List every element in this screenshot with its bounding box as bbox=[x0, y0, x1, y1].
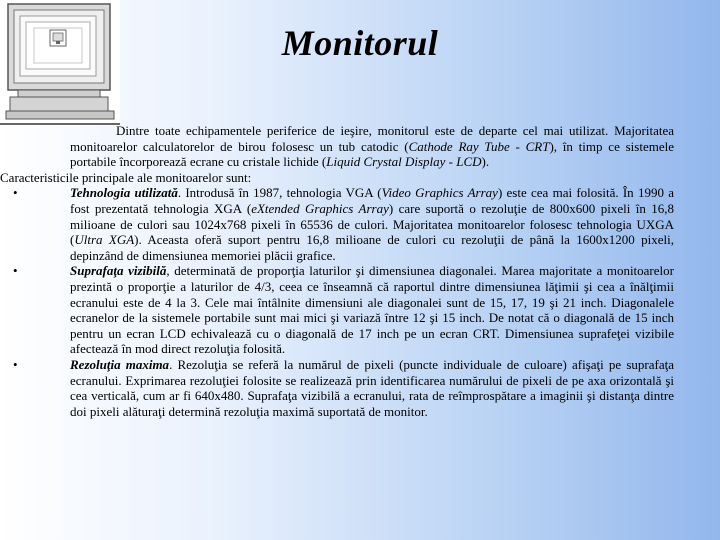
feature-text: , determinată de proporţia laturilor şi dimensiunea diagonalei. Marea majoritate a monitoarelor prezintă o proporţie a laturilor de 4/3, ceea ce înseamnă că raportul dintre dimensiunea lăţimii şi cea a înălţimii ecranului este de 4 la 3. Cele mai întâlnite dimensiuni ale diagonalei sunt de 15, 17, 19 şi 21 inch. Diagonalele ecranelor de la sistemele portabile sunt mai mici şi variază între 12 şi 15 inch. De notat că o diagonală de 15 inch pentru un ecran LCD echivalează cu o diagonală de 17 inch pe un ecran CRT. Dimensiunea suprafeţei vizibile afectează în mod direct rezoluţia folosită. bbox=[70, 263, 674, 357]
feature-text: . Rezoluţia se referă la numărul de pixeli (puncte individuale de culoare) afişaţi pe suprafaţa ecranului. Exprimarea rezoluţiei folosite se realizează prin identificarea numărului de pixeli de pe axa orizontală şi cea verticală, cum ar fi 640x480. Suprafaţa vizibilă a ecranului, rata de reîmprospătare a imaginii şi distanţa dintre doi pixeli alăturaţi determină rezoluţia maximă suportată de monitor. bbox=[70, 356, 674, 419]
feature-acronym: Ultra XGA bbox=[74, 232, 135, 248]
feature-term: Rezoluţia maxima bbox=[70, 356, 170, 372]
slide-body bbox=[0, 123, 675, 419]
list-item bbox=[13, 263, 674, 357]
intro-paragraph bbox=[46, 123, 674, 170]
intro-lcd-term: Liquid Crystal Display - LCD bbox=[326, 154, 482, 170]
feature-term: Suprafaţa vizibilă bbox=[70, 263, 167, 279]
features-heading: Caracteristicile principale ale monitoarelor sunt: bbox=[0, 169, 252, 185]
intro-text: ). bbox=[481, 154, 490, 170]
bullet-icon: • bbox=[13, 263, 18, 279]
list-item bbox=[13, 185, 675, 263]
feature-text: ). Aceasta oferă suport pentru 16,8 milioane de culori cu rezoluţii de până la 1600x1200 pixeli, depinzând de dimensiunea memoriei plăcii grafice. bbox=[70, 232, 674, 263]
feature-term: Tehnologia utilizată bbox=[70, 185, 178, 201]
bullet-icon: • bbox=[13, 185, 18, 201]
feature-text: ) este cea mai folosită. În 1990 a fost prezentată tehnologia XGA ( bbox=[70, 185, 674, 216]
feature-text: . Introdusă în 1987, tehnologia VGA ( bbox=[177, 185, 382, 201]
feature-acronym: Video Graphics Array bbox=[381, 185, 498, 201]
feature-acronym: eXtended Graphics Array bbox=[251, 200, 389, 216]
slide-title: Monitorul bbox=[281, 23, 439, 63]
feature-text: ) care suportă o rezoluţie de 800x600 pixeli în 16,8 milioane de culori sau 1024x768 pixeli în 65536 de culori. Majoritatea monitoarelor folosesc tehnologia UXGA ( bbox=[70, 200, 675, 248]
features-list bbox=[13, 185, 675, 419]
intro-crt-term: Cathode Ray Tube - CRT bbox=[408, 138, 550, 154]
list-item bbox=[13, 356, 674, 419]
intro-text: Dintre toate echipamentele periferice de ieşire, monitorul este de departe cel mai utilizat. Majoritatea monitoarelor calculatorelor de birou folosesc un tub catodic ( bbox=[70, 123, 674, 154]
bullet-icon: • bbox=[13, 356, 18, 372]
intro-text: ), în timp ce sistemele portabile încorporează ecrane cu cristale lichide ( bbox=[70, 138, 674, 170]
